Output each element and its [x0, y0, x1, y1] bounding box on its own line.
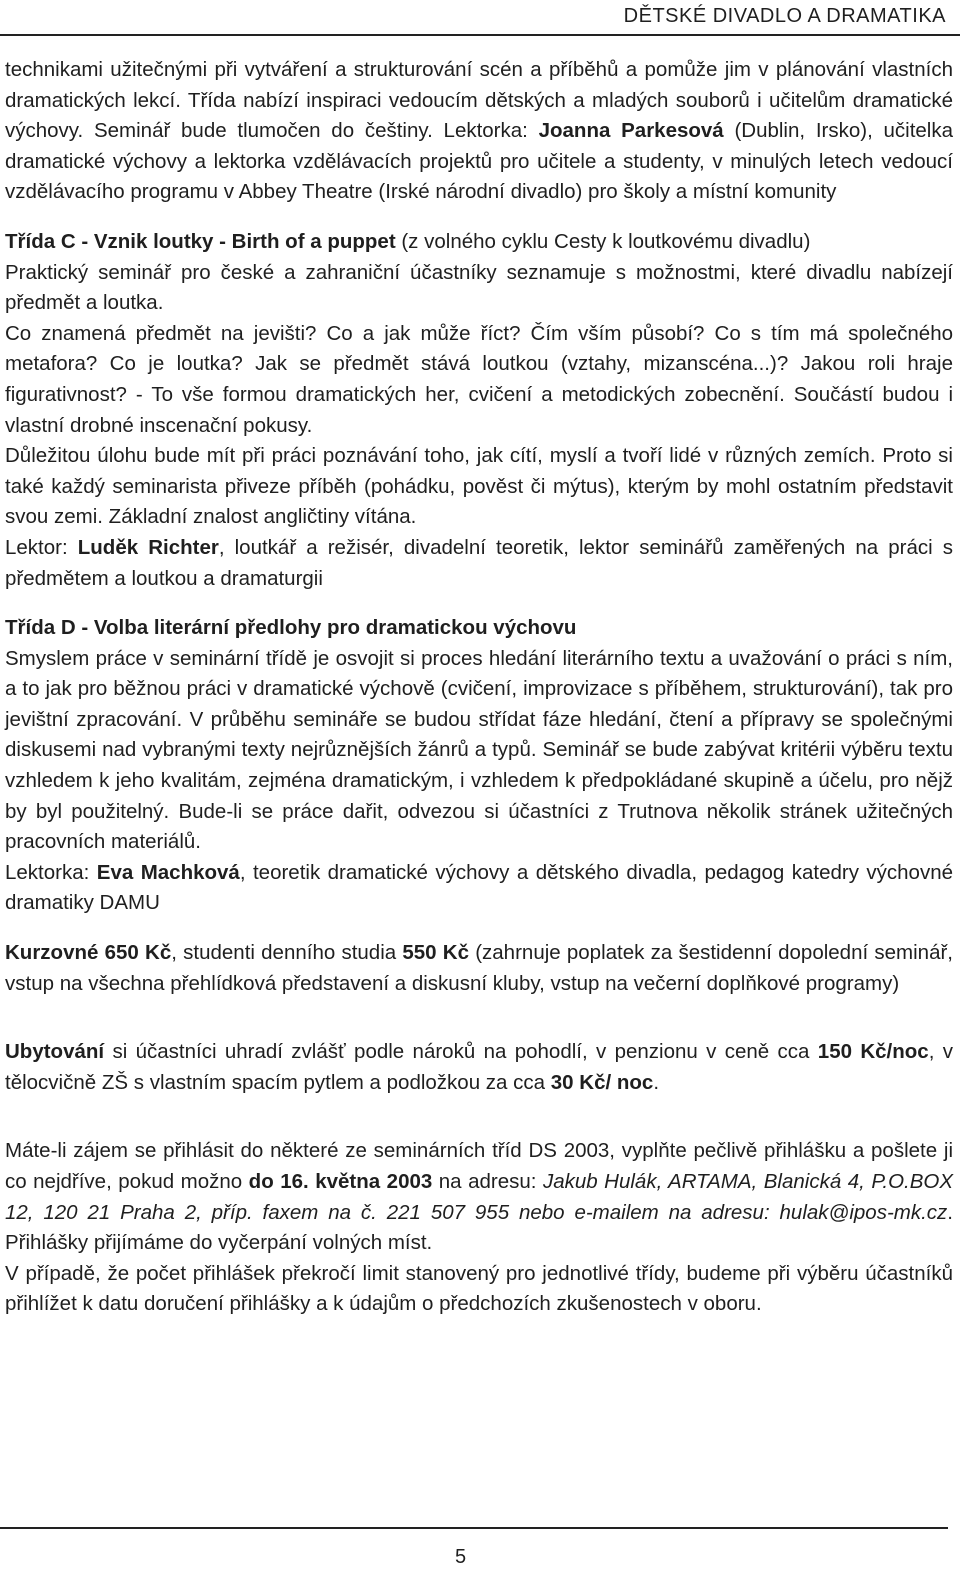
class-d-heading — [5, 613, 953, 644]
lector-name: Eva Machková — [96, 860, 240, 884]
page-number: 5 — [455, 1546, 467, 1568]
fee-label: Kurzovné 650 Kč — [5, 941, 172, 965]
class-c-paragraph-2: Co znamená předmět na jevišti? Co a jak může říct? Čím vším působí? Co s tím má společného metafora? Co je loutka? Jak se předmět stává loutkou (vztahy, mizanscéna...)? Jakou roli hraje figurativnost? - To vše formou dramatických her, cvičení a metodických zobecnění. Součástí budou i vlastní drobné inscenační pokusy. — [5, 321, 953, 437]
pension-price: 150 Kč/noc — [817, 1040, 929, 1064]
class-c-lector: Lektor: Luděk Richter, loutkář a režisér, divadelní teoretik, lektor seminářů zaměřených na práci s předmětem a loutkou a dramaturgii — [5, 535, 953, 590]
accommodation-paragraph: Ubytování si účastníci uhradí zvlášť podle nároků na pohodlí, v penzionu v ceně cca 150 Kč/noc, v tělocvičně ZŠ s vlastním spacím pytlem a podložkou za cca 30 Kč/ noc. — [5, 1040, 953, 1094]
lector-name: Luděk Richter — [77, 535, 219, 559]
running-header-title: DĚTSKÉ DIVADLO A DRAMATIKA — [623, 5, 946, 27]
class-c-title: Třída C - Vznik loutky - Birth of a puppet — [5, 229, 396, 253]
intro-paragraph: technikami užitečnými při vytváření a strukturování scén a příběhů a pomůže jim v plánování vlastních dramatických lekcí. Třída nabízí inspiraci vedoucím dětských a mladých souborů i učitelům dramatické výchovy. Seminář bude tlumočen do češtiny. Lektorka: Joanna Parkesová (Dublin, Irsko), učitelka dramatické výchovy a lektorka vzdělávacích projektů pro učitele a studenty, v minulých letech vedoucí vzdělávacího programu v Abbey Theatre (Irské národní divadlo) pro školy a místní komunity — [5, 58, 954, 204]
class-c-heading: Třída C - Vznik loutky - Birth of a puppet (z volného cyklu Cesty k loutkovému divadlu) — [5, 229, 811, 253]
lector-name: Joanna Parkesová — [538, 119, 724, 143]
gym-price: 30 Kč/ noc — [550, 1070, 654, 1094]
class-c-paragraph-3: Důležitou úlohu bude mít při práci poznávání toho, jak cítí, myslí a tvoří lidé v různých zemích. Proto si také každý seminarista přiveze příběh (pohádku, pověst či mýtus), kterým by mohl ostatním představit svou zemi. Základní znalost angličtiny vítána. — [5, 444, 953, 529]
registration-deadline: do 16. května 2003 — [248, 1170, 433, 1193]
accommodation-label: Ubytování — [5, 1040, 105, 1064]
page-content — [5, 55, 953, 1320]
registration-paragraph-2: V případě, že počet přihlášek překročí limit stanovený pro jednotlivé třídy, budeme při výběru účastníků přihlížet k datu doručení přihlášky a k údajům o předchozích zkušenostech v oboru. — [5, 1261, 953, 1316]
fees-paragraph: Kurzovné 650 Kč, studenti denního studia 550 Kč (zahrnuje poplatek za šestidenní dopolední seminář, vstup na všechna přehlídková představení a diskusní kluby, vstup na večerní doplňkové programy) — [5, 941, 953, 995]
class-d-lector: Lektorka: Eva Machková, teoretik dramatické výchovy a dětského divadla, pedagog katedry výchovné dramatiky DAMU — [5, 860, 953, 915]
class-d-title: Třída D - Volba literární předlohy pro dramatickou výchovu — [5, 616, 577, 640]
footer-divider — [0, 1527, 948, 1529]
student-fee: 550 Kč — [402, 941, 469, 965]
class-c-paragraph-1: Praktický seminář pro české a zahraniční účastníky seznamuje s možnostmi, které divadlu nabízejí předmět a loutka. — [5, 260, 953, 315]
registration-paragraph: Máte-li zájem se přihlásit do některé ze seminárních tříd DS 2003, vyplňte pečlivě přihlášku a pošlete ji co nejdříve, pokud možno do 16. května 2003 na adresu: Jakub Hulák, ARTAMA, Blanická 4, P.O.BOX 12, 120 21 Praha 2, příp. faxem na č. 221 507 955 nebo e-mailem na adresu: hulak@ipos-mk.cz. Přihlášky přijímáme do vyčerpání volných míst. — [5, 1139, 953, 1255]
page-header — [0, 0, 960, 36]
registration-address: Jakub Hulák, ARTAMA, Blanická 4, P.O.BOX 12, 120 21 Praha 2, příp. faxem na č. 221 507 955 nebo e-mailem na adresu: hulak@ipos-mk.cz — [5, 1170, 953, 1224]
class-d-paragraph-1: Smyslem práce v seminární třídě je osvojit si proces hledání literárního textu a uvažování o práci s ním, a to jak pro běžnou práci v dramatické výchově (cvičení, improvizace s příběhem, strukturování), tak pro jevištní zpracování. V průběhu semináře se budou střídat fáze hledání, čtení a přípravy se společnými diskusemi nad vybranými texty nejrůznějších žánrů a typů. Seminář se bude zabývat kritérii výběru textu vzhledem k jeho kvalitám, zejména dramatickým, i vzhledem k předpokládané skupině a účelu, pro nějž by byl použitelný. Bude-li se práce dařit, odvezou si účastníci z Trutnova několik stránek užitečných pracovních materiálů. — [5, 646, 953, 854]
